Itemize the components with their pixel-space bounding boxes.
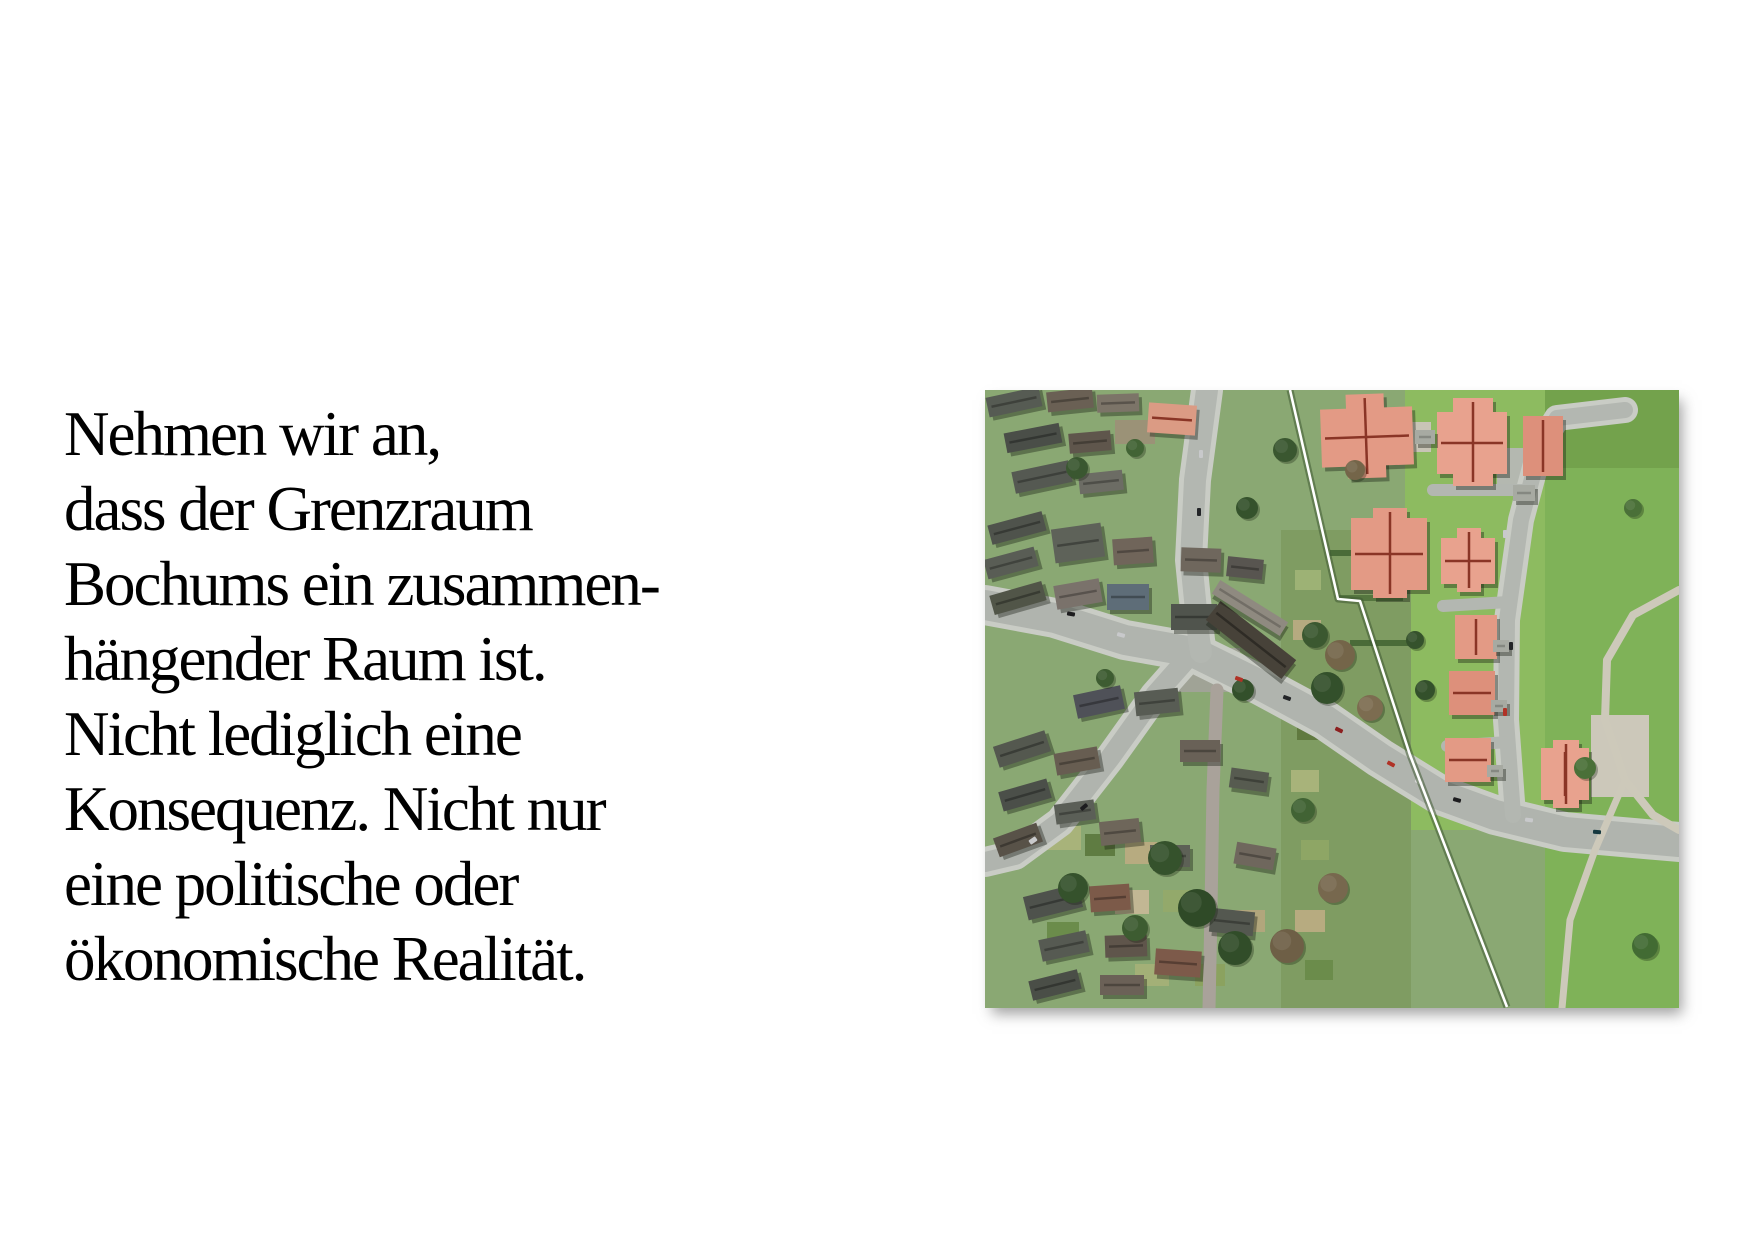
quote-line: Bochums ein zusammen- (64, 549, 659, 619)
aerial-photo (985, 390, 1679, 1008)
quote-line: dass der Grenzraum (64, 474, 532, 544)
quote-line: eine politische oder (64, 849, 518, 919)
quote-line: Konsequenz. Nicht nur (64, 774, 605, 844)
quote-line: Nehmen wir an, (64, 399, 441, 469)
quote-line: Nicht lediglich eine (64, 699, 521, 769)
quote-line: hängender Raum ist. (64, 624, 546, 694)
quote-line: ökonomische Realität. (64, 924, 586, 994)
quote-text-block (64, 397, 704, 997)
aerial-photo-svg (985, 390, 1679, 1008)
